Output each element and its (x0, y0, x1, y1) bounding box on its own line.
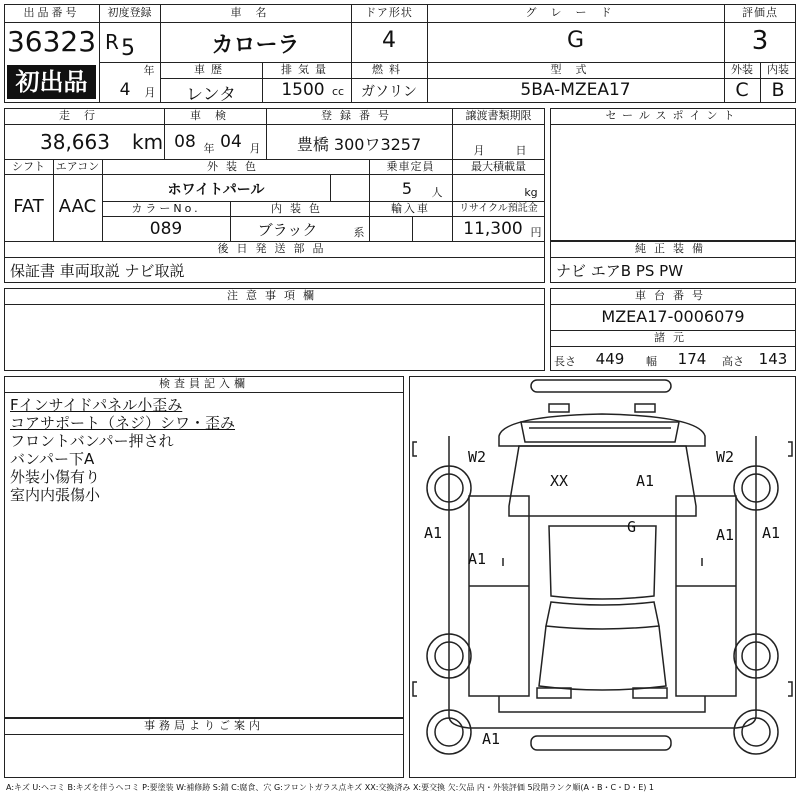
height-value: 143 (758, 350, 788, 368)
damage-mark-xx-hood: XX (550, 472, 569, 490)
door-count: 4 (382, 28, 396, 53)
import-label: 輸入車 (391, 202, 430, 215)
shift-value: FAT (13, 196, 44, 217)
chassis-label: 車台番号 (635, 289, 711, 302)
ext-value: C (735, 79, 749, 101)
damage-mark-a1-left-outer: A1 (424, 524, 443, 542)
model-label: 型式 (550, 63, 601, 76)
ac-label: エアコン (55, 160, 100, 173)
capacity-label: 乗車定員 (386, 160, 435, 173)
capacity-value: 5 (401, 179, 413, 198)
chassis-value: MZEA17-0006079 (601, 307, 745, 326)
score-label: 評価点 (742, 6, 778, 19)
recycle-unit: 円 (530, 226, 542, 239)
width-value: 174 (677, 350, 707, 368)
transfer-day-unit: 日 (515, 144, 527, 157)
damage-mark-w2-left: W2 (468, 448, 487, 466)
after-value: 保証書 車両取説 ナビ取説 (10, 262, 185, 280)
damage-mark-w2-right: W2 (716, 448, 735, 466)
car-name: カローラ (211, 33, 300, 58)
damage-mark-a1-hood: A1 (636, 472, 655, 490)
damage-mark-a1-rear-bumper: A1 (482, 730, 501, 748)
color-label: 外装色 (207, 160, 264, 173)
load-unit: kg (524, 186, 538, 199)
equip-label: 純正装備 (635, 242, 711, 255)
damage-mark-a1-right-door: A1 (716, 526, 735, 544)
reg-month-unit: 月 (144, 86, 156, 99)
legend-text: A:キズ U:ヘコミ B:キズを伴うヘコミ P:要塗装 W:補修跡 S:錆 C:腐食、穴 G:フロントガラス点キズ XX:交換済み X:要交換 欠:欠品 内・外装評価 5段階ランク順(A・B・C・D・E) 1 (6, 783, 655, 792)
model-value: 5BA-MZEA17 (520, 80, 631, 100)
int-label: 内装 (767, 63, 789, 76)
interior-value: ブラック (257, 221, 318, 239)
reg-era: R (105, 30, 119, 54)
mileage-unit: km (132, 130, 164, 154)
inspector-note: バンパー下A (10, 450, 95, 468)
sales-point-box (550, 108, 796, 241)
inspector-note: 室内内張傷小 (10, 486, 101, 504)
capacity-unit: 人 (431, 186, 443, 199)
inspector-note: 外装小傷有り (10, 468, 101, 486)
ext-label: 外装 (731, 63, 753, 76)
shift-label: シフト (12, 160, 45, 173)
colorno-value: 089 (149, 219, 183, 239)
recycle-label: リサイクル預託金 (459, 203, 538, 214)
recycle-value: 11,300 (463, 219, 523, 239)
int-value: B (771, 79, 785, 101)
length-label: 長さ (554, 355, 576, 368)
inspector-note: フロントバンパー押され (10, 432, 174, 450)
lot-label: 出品番号 (23, 6, 80, 19)
score-value: 3 (751, 26, 769, 56)
load-label: 最大積載量 (471, 160, 526, 173)
transfer-month-unit: 月 (473, 144, 485, 157)
height-label: 高さ (722, 355, 744, 368)
displacement-unit: cc (331, 85, 345, 98)
colorno-label: カラーNo. (131, 202, 201, 215)
plate-label: 登録番号 (321, 109, 397, 122)
inspection-year-unit: 年 (203, 142, 215, 155)
reg-year: 5 (121, 36, 135, 61)
damage-mark-a1-left-door: A1 (468, 550, 487, 568)
grade-value: G (566, 28, 585, 53)
inspection-label: 車検 (190, 109, 240, 122)
damage-mark-a1-right-outer: A1 (762, 524, 781, 542)
car-diagram-outline (409, 376, 796, 778)
inspection-month: 04 (220, 132, 242, 152)
color-value: ホワイトパール (167, 182, 265, 198)
after-label: 後日発送部品 (217, 242, 332, 255)
displacement-value: 1500 (281, 80, 325, 100)
name-label: 車名 (230, 6, 281, 19)
inspector-note: コアサポート（ネジ）シワ・歪み (10, 414, 236, 432)
length-value: 449 (595, 350, 625, 368)
inspector-label: 検査員記入欄 (159, 377, 249, 390)
interior-label: 内装色 (271, 202, 328, 215)
dims-label: 諸元 (654, 331, 692, 344)
ac-value: AAC (58, 196, 97, 217)
equip-value: ナビ エアB PS PW (556, 262, 684, 280)
first-listing-text: 初出品 (15, 68, 88, 96)
reg-label: 初度登録 (107, 6, 152, 19)
interior-unit: 系 (353, 226, 365, 239)
door-label: ドア形状 (365, 6, 413, 19)
damage-mark-g-windshield: G (627, 518, 637, 536)
displacement-label: 排気量 (281, 63, 332, 76)
reg-year-unit: 年 (143, 64, 155, 77)
sales-label: セールスポイント (605, 109, 741, 122)
mileage-label: 走行 (59, 109, 109, 122)
reg-month: 4 (119, 80, 131, 100)
fuel-value: ガソリン (361, 84, 417, 100)
inspection-year: 08 (174, 132, 196, 152)
inspection-month-unit: 月 (249, 142, 261, 155)
inspector-note: Fインサイドパネル小歪み (10, 396, 183, 414)
fuel-label: 燃料 (372, 63, 406, 76)
mileage-value: 38,663 (40, 130, 110, 154)
lot-number: 36323 (6, 25, 97, 58)
grade-label: グレード (525, 6, 626, 19)
history-label: 車歴 (194, 63, 228, 76)
office-label: 事務局よりご案内 (144, 719, 264, 732)
width-label: 幅 (646, 355, 657, 368)
plate-value: 豊橋 300ワ3257 (296, 135, 422, 154)
caution-label: 注意事項欄 (227, 289, 322, 302)
transfer-label: 譲渡書類期限 (465, 109, 532, 122)
history-value: レンタ (186, 85, 236, 105)
